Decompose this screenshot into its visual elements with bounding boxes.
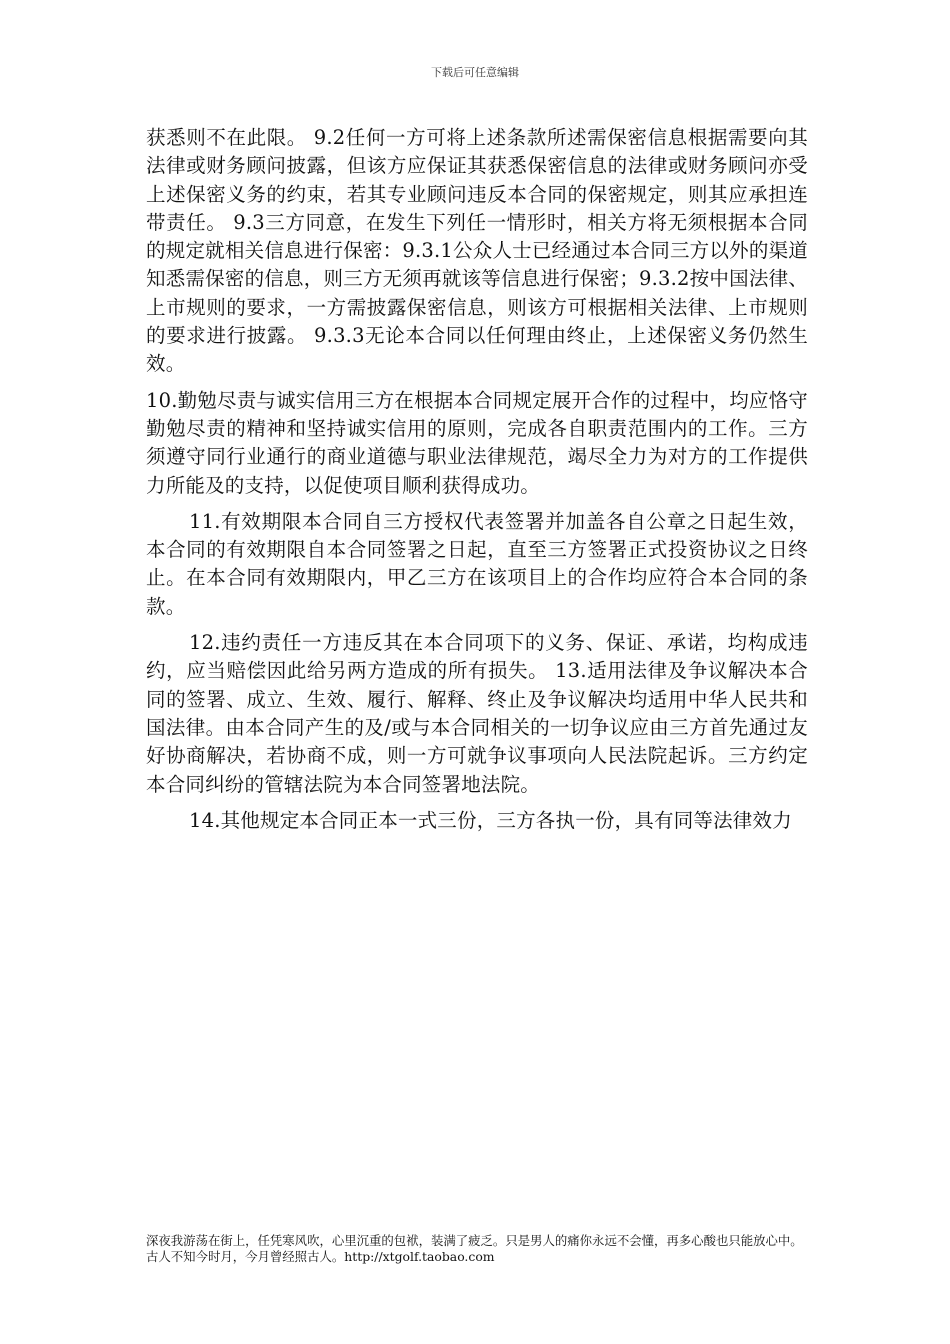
paragraph-validity: 11.有效期限本合同自三方授权代表签署并加盖各自公章之日起生效，本合同的有效期限自本合同签署之日起，直至三方签署正式投资协议之日终止。在本合同有效期限内，甲乙三方在该项目上的合作均应符合本合同的条款。 — [146, 509, 808, 618]
page-footer-text: 深夜我游荡在街上，任凭寒风吹，心里沉重的包袱，装满了疲乏。只是男人的痛你永远不会懂，再多心酸也只能放心中。古人不知今时月，今月曾经照古人。http://xtgolf.taobao.com — [146, 1233, 803, 1264]
document-body — [146, 124, 808, 843]
paragraph-diligence: 10.勤勉尽责与诚实信用三方在根据本合同规定展开合作的过程中，均应恪守勤勉尽责的精神和坚持诚实信用的原则，完成各自职责范围内的工作。三方须遵守同行业通行的商业道德与职业法律规范，竭尽全力为对方的工作提供力所能及的支持，以促使项目顺利获得成功。 — [146, 388, 809, 497]
paragraph-confidentiality: 获悉则不在此限。 9.2任何一方可将上述条款所述需保密信息根据需要向其法律或财务顾问披露，但该方应保证其获悉保密信息的法律或财务顾问亦受上述保密义务的约束，若其专业顾问违反本合同的保密规定，则其应承担连带责任。 9.3三方同意，在发生下列任一情形时，相关方将无须根据本合同的规定就相关信息进行保密：9.3.1公众人士已经通过本合同三方以外的渠道知悉需保密的信息，则三方无须再就该等信息进行保密；9.3.2按中国法律、上市规则的要求，一方需披露保密信息，则该方可根据相关法律、上市规则的要求进行披露。 9.3.3无论本合同以任何理由终止，上述保密义务仍然生效。 — [146, 126, 808, 376]
paragraph-liability-law: 12.违约责任一方违反其在本合同项下的义务、保证、承诺，均构成违约，应当赔偿因此给另两方造成的所有损失。 13.适用法律及争议解决本合同的签署、成立、生效、履行、解释、终止及争议解决均适用中华人民共和国法律。由本合同产生的及/或与本合同相关的一切争议应由三方首先通过友好协商解决，若协商不成，则一方可就争议事项向人民法院起诉。三方约定本合同纠纷的管辖法院为本合同签署地法院。 — [146, 631, 808, 796]
paragraph-other-provisions: 14.其他规定本合同正本一式三份，三方各执一份，具有同等法律效力 — [189, 808, 792, 832]
page-header-note: 下载后可任意编辑 — [431, 66, 519, 79]
